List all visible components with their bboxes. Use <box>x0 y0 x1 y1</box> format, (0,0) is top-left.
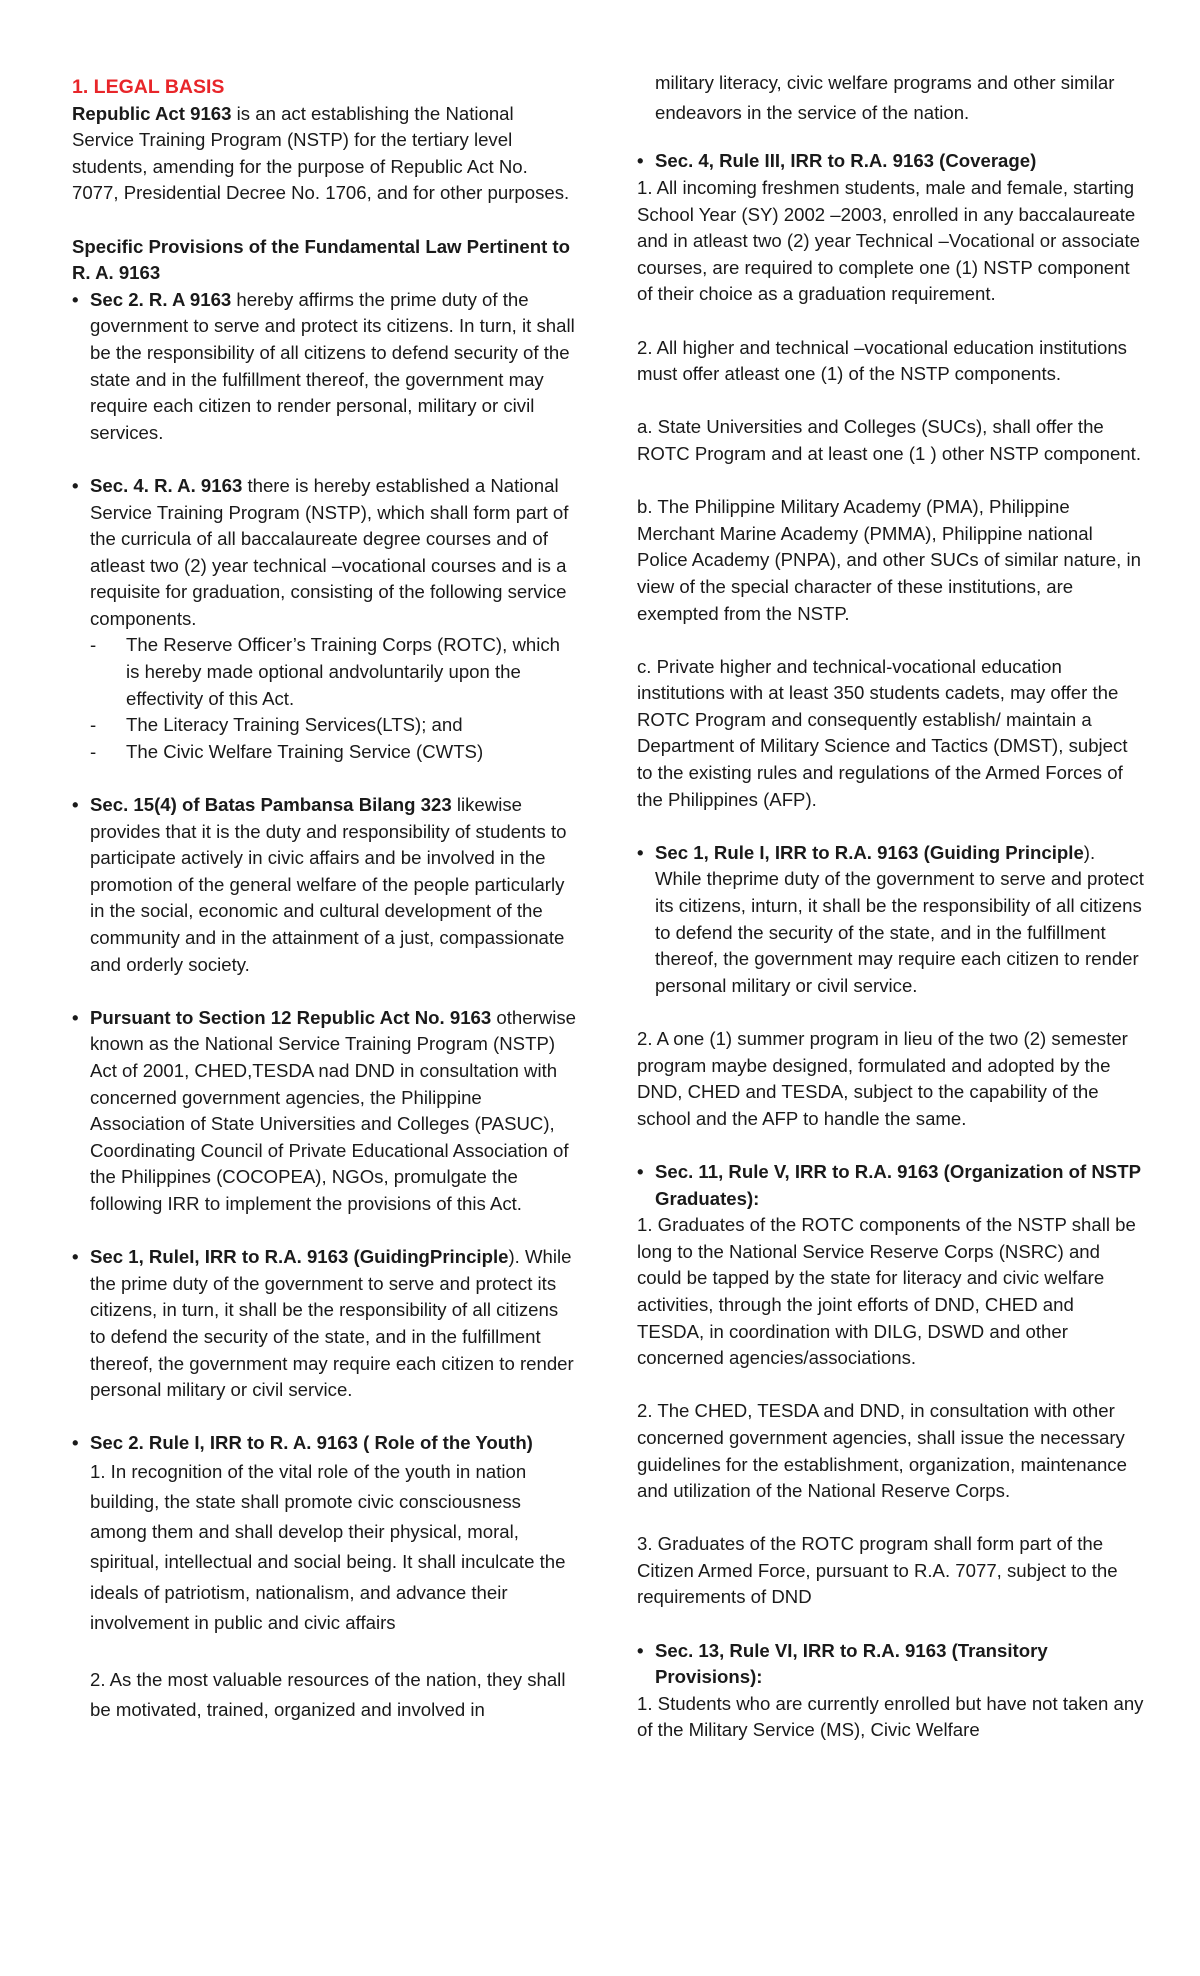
intro-text: is an act establishing the National Service Training Program (NSTP) for the tertiary level students, amending for the purpose of Republic Act No. 7077, Presidential Decree No. 1706, and for other purposes. <box>72 102 570 204</box>
transitory-paragraph-1: 1. Students who are currently enrolled but have not taken any of the Military Service (MS), Civic Welfare <box>637 1692 1144 1741</box>
coverage-item-a: a. State Universities and Colleges (SUCs), shall offer the ROTC Program and at least one (1 ) other NSTP component. <box>637 416 1141 464</box>
youth-paragraph-2: 2. As the most valuable resources of the nation, they shall be motivated, trained, organized and involved in <box>90 1668 566 1720</box>
right-column <box>637 74 1145 1744</box>
youth-paragraph-1: 1. In recognition of the vital role of the youth in nation building, the state shall promote civic consciousness among them and shall develop their physical, moral, spiritual, intellectual and social being. It shall inculcate the ideals of patriotism, nationalism, and advance their involvement in public and civic affairs <box>90 1460 566 1633</box>
bullet-section12: • Pursuant to Section 12 Republic Act No. 9163 otherwise known as the National Service Training Program (NSTP) Act of 2001, CHED,TESDA nad DND in consultation with concerned government agencies, the Philippine Association of State Universities and Colleges (PASUC), Coordinating Council of Private Educational Association of the Philippines (COCOPEA), NGOs, promulgate the following IRR to implement the provisions of this Act. <box>72 1005 577 1218</box>
coverage-paragraph-2: 2. All higher and technical –vocational education institutions must offer atleast one (1) of the NSTP components. <box>637 336 1127 385</box>
left-column <box>72 74 577 1725</box>
bullet-sec4-ra9163: • Sec. 4. R. A. 9163 there is hereby established a National Service Training Program (NSTP), which shall form part of the curricula of all baccalaureate degree courses and of atleast two (2) year technical –vocational courses and is a requisite for graduation, consisting of the following service components. <box>72 473 577 633</box>
continuation-paragraph: military literacy, civic welfare programs and other similar endeavors in the service of the nation. <box>655 72 1115 124</box>
bullet-sec2-ra9163: • Sec 2. R. A 9163 hereby affirms the prime duty of the government to serve and protect its citizens. In turn, it shall be the responsibility of all citizens to defend security of the state and in the fulfillment thereof, the government may require each citizen to render personal, military or civil services. <box>72 287 577 447</box>
intro-bold: Republic Act 9163 <box>72 102 232 124</box>
dash-item-cwts: - The Civic Welfare Training Service (CWTS) <box>72 739 577 766</box>
graduates-paragraph-3: 3. Graduates of the ROTC program shall form part of the Citizen Armed Force, pursuant to R.A. 7077, subject to the requirements of DND <box>637 1533 1118 1608</box>
bullet-guiding-principle: • Sec 1, RuleI, IRR to R.A. 9163 (GuidingPrinciple). While the prime duty of the government to serve and protect its citizens, in turn, it shall be the responsibility of all citizens to defend the security of the state, and in the fulfillment thereof, the government may require each citizen to render personal military or civil service. <box>72 1244 577 1404</box>
bullet-transitory-provisions: • Sec. 13, Rule VI, IRR to R.A. 9163 (Transitory Provisions): <box>637 1638 1145 1691</box>
coverage-paragraph-1: 1. All incoming freshmen students, male and female, starting School Year (SY) 2002 –2003, enrolled in any baccalaureate and in atleast two (2) year Technical –Vocational or associate courses, are required to complete one (1) NSTP component of their choice as a graduation requirement. <box>637 177 1141 305</box>
dash-item-lts: - The Literacy Training Services(LTS); and <box>72 712 577 739</box>
summer-program-paragraph: 2. A one (1) summer program in lieu of the two (2) semester program maybe designed, formulated and adopted by the DND, CHED and TESDA, subject to the capability of the school and the AFP to handle the same. <box>637 1028 1128 1129</box>
dash-item-rotc: - The Reserve Officer’s Training Corps (ROTC), which is hereby made optional andvoluntarily upon the effectivity of this Act. <box>72 632 577 712</box>
graduates-paragraph-1: 1. Graduates of the ROTC components of the NSTP shall be long to the National Service Reserve Corps (NSRC) and could be tapped by the state for literacy and civic welfare activities, through the joint efforts of DND, CHED and TESDA, in coordination with DILG, DSWD and other concerned agencies/associations. <box>637 1214 1136 1369</box>
bullet-guiding-principle-right: • Sec 1, Rule I, IRR to R.A. 9163 (Guiding Principle). While theprime duty of the government to serve and protect its citizens, inturn, it shall be the responsibility of all citizens to defend the security of the state, and in the fulfillment thereof, the government may require each citizen to render personal military or civil service. <box>637 840 1145 1000</box>
coverage-item-b: b. The Philippine Military Academy (PMA), Philippine Merchant Marine Academy (PMMA), Philippine national Police Academy (PNPA), and other SUCs of similar nature, in view of the special character of these institutions, are exempted from the NSTP. <box>637 496 1141 624</box>
provisions-subheading: Specific Provisions of the Fundamental Law Pertinent to R. A. 9163 <box>72 235 570 284</box>
graduates-paragraph-2: 2. The CHED, TESDA and DND, in consultation with other concerned government agencies, shall issue the necessary guidelines for the establishment, organization, maintenance and utilization of the National Reserve Corps. <box>637 1400 1127 1502</box>
bullet-bp323: • Sec. 15(4) of Batas Pambansa Bilang 323 likewise provides that it is the duty and responsibility of students to participate actively in civic affairs and be involved in the promotion of the general welfare of the people particularly in the social, economic and cultural development of the community and in the attainment of a just, compassionate and orderly society. <box>72 792 577 978</box>
bullet-organization-graduates: • Sec. 11, Rule V, IRR to R.A. 9163 (Organization of NSTP Graduates): <box>637 1159 1145 1212</box>
intro-paragraph <box>72 101 577 207</box>
bullet-role-of-youth: • Sec 2. Rule I, IRR to R. A. 9163 ( Role of the Youth) <box>72 1430 577 1457</box>
section-heading: 1. LEGAL BASIS <box>72 76 225 98</box>
coverage-item-c: c. Private higher and technical-vocational education institutions with at least 350 students cadets, may offer the ROTC Program and consequently establish/ maintain a Department of Military Science and Tactics (DMST), subject to the existing rules and regulations of the Armed Forces of the Philippines (AFP). <box>637 655 1128 810</box>
bullet-coverage: • Sec. 4, Rule III, IRR to R.A. 9163 (Coverage) <box>637 148 1145 175</box>
